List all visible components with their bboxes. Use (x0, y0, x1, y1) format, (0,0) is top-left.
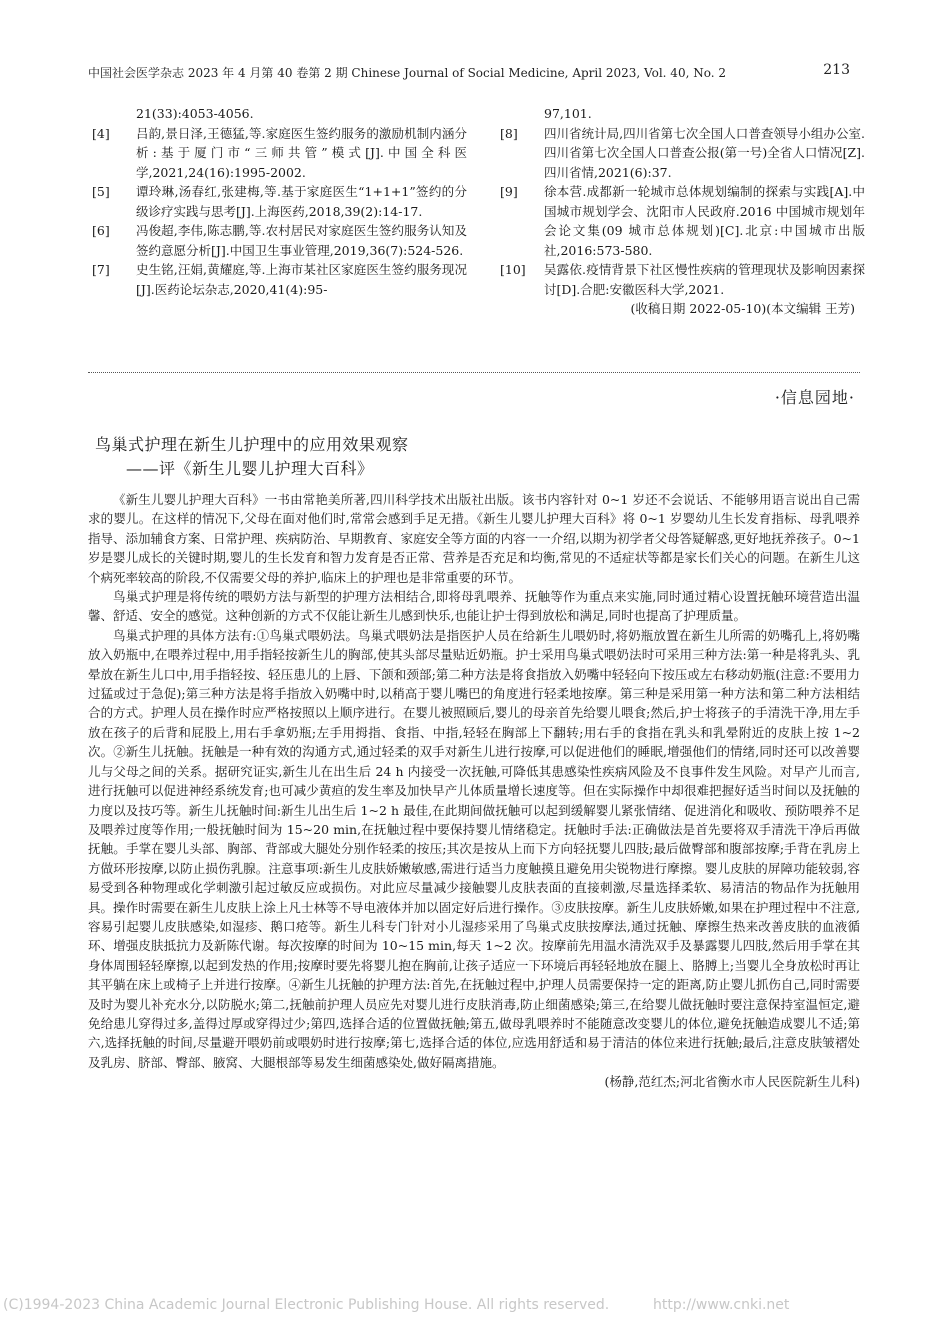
running-header (88, 64, 858, 81)
reference-number: [8] (500, 125, 518, 141)
references-left-column (92, 104, 467, 299)
page-number: 213 (823, 62, 850, 78)
copyright-notice: (C)1994-2023 China Academic Journal Electronic Publishing House. All rights reserved. (3, 1297, 610, 1313)
reference-item (92, 221, 467, 260)
reference-item (500, 182, 865, 260)
reference-number: [4] (92, 125, 110, 141)
reference-number: [10] (500, 262, 526, 277)
section-divider (88, 372, 860, 373)
reference-text: 史生铭,汪娟,黄耀庭,等.上海市某社区家庭医生签约服务现况[J].医药论坛杂志,2020,41(4):95- (136, 262, 467, 297)
reference-item (500, 124, 865, 183)
section-tag: ·信息园地· (774, 388, 855, 407)
article-body (88, 490, 860, 1092)
reference-text: 徐本营.成都新一轮城市总体规划编制的探索与实践[A].中国城市规划学会、沈阳市人民政府.2016 中国城市规划年会论文集(09 城市总体规划)[C].北京:中国城市出版社,2016:573-580. (544, 184, 865, 258)
reference-number: [5] (92, 184, 110, 199)
footer-url[interactable]: http://www.cnki.net (653, 1297, 790, 1313)
article-subtitle: ——评《新生儿婴儿护理大百科》 (126, 459, 374, 478)
received-date-note: (收稿日期 2022-05-10)(本文编辑 王芳) (630, 301, 855, 316)
reference-text: 四川省统计局,四川省第七次全国人口普查领导小组办公室.四川省第七次全国人口普查公报(第一号)全省人口情况[Z].四川省情,2021(6):37. (544, 125, 865, 180)
article-title: 鸟巢式护理在新生儿护理中的应用效果观察 (95, 435, 409, 454)
reference-number: [9] (500, 184, 518, 199)
reference-text: 吕韵,景日泽,王德猛,等.家庭医生签约服务的激励机制内涵分析:基于厦门市“三师共管”模式[J].中国全科医学,2021,24(16):1995-2002. (136, 125, 467, 180)
reference-text: 冯俊超,李伟,陈志鹏,等.农村居民对家庭医生签约服务认知及签约意愿分析[J].中国卫生事业管理,2019,36(7):524-526. (136, 223, 467, 258)
reference-number: [6] (92, 223, 110, 238)
reference-text: 21(33):4053-4056. (136, 106, 254, 121)
body-paragraph: 鸟巢式护理是将传统的喂奶方法与新型的护理方法相结合,即将母乳喂养、抚触等作为重点来实施,同时通过精心设置抚触环境营造出温馨、舒适、安全的感觉。这种创新的方式不仅能让新生儿感到快乐,也能让护士得到放松和满足,同时也提高了护理质量。 (88, 589, 860, 624)
body-paragraph: 鸟巢式护理的具体方法有:①鸟巢式喂奶法。鸟巢式喂奶法是指医护人员在给新生儿喂奶时,将奶瓶放置在新生儿所需的奶嘴孔上,将奶嘴放入奶瓶中,在喂养过程中,用手指轻按新生儿的胸部,使其头部尽量贴近奶瓶。护士采用鸟巢式喂奶法时可采用三种方法:第一种是将乳头、乳晕放在新生儿口中,用手指轻按、轻压患儿的上唇、下颌和颈部;第二种方法是将食指放入奶嘴中轻轻向下按压或左右移动奶瓶(注意:不要用力过猛或过于急促);第三种方法是将手指放入奶嘴中时,以稍高于婴儿嘴巴的角度进行轻柔地按摩。第三种是采用第一种方法和第二种方法相结合的方式。护理人员在操作时应严格按照以上顺序进行。在婴儿被照顾后,婴儿的母亲首先给婴儿喂食;然后,护士将孩子的手清洗干净,用左手放在孩子的后背和屁股上,用右手拿奶瓶;左手用拇指、食指、中指,轻轻在胸部上下翻转;用右手的食指在乳头和乳晕附近的皮肤上按 1~2 次。②新生儿抚触。抚触是一种有效的沟通方式,通过轻柔的双手对新生儿进行按摩,可以促进他们的睡眠,增强他们的情绪,同时还可以改善婴儿与父母之间的关系。据研究证实,新生儿在出生后 24 h 内接受一次抚触,可降低其患感染性疾病风险及不良事件发生风险。对早产儿而言,进行抚触可以促进神经系统发育;也可减少黄疸的发生率及加快早产儿体质量增长速度等。但在实际操作中却很难把握好适当时间以及抚触的力度以及技巧等。新生儿抚触时间:新生儿出生后 1~2 h 最佳,在此期间做抚触可以起到缓解婴儿紧张情绪、促进消化和吸收、预防喂养不足及喂养过度等作用;一般抚触时间为 15~20 min,在抚触过程中要保持婴儿情绪稳定。抚触时手法:正确做法是首先要将双手清洗干净后再做抚触。手掌在婴儿头部、胸部、背部或大腿处分别作轻柔的按压;其次是按从上而下方向轻抚婴儿四肢;最后做臀部和腹部按摩;手背在乳房上方做环形按摩,以防止损伤乳腺。注意事项:新生儿皮肤娇嫩敏感,需进行适当力度触摸且避免用尖锐物进行摩擦。婴儿皮肤的屏障功能较弱,容易受到各种物理或化学刺激引起过敏反应或损伤。对此应尽量减少接触婴儿皮肤表面的直接刺激,尽量选择柔软、易清洁的物品作为抚触用具。操作时需要在新生儿皮肤上涂上凡士林等不导电液体并加以固定好后进行操作。③皮肤按摩。新生儿皮肤娇嫩,如果在护理过程中不注意,容易引起婴儿皮肤感染,如湿疹、鹅口疮等。新生儿科专门针对小儿湿疹采用了鸟巢式皮肤按摩法,通过抚触、摩擦生热来改善皮肤的血液循环、增强皮肤抵抗力及新陈代谢。每次按摩的时间为 10~15 min,每天 1~2 次。按摩前先用温水清洗双手及暴露婴儿四肢,然后用手掌在其身体周围轻轻摩擦,以起到发热的作用;按摩时要先将婴儿抱在胸前,让孩子适应一下环境后再轻轻地放在腿上、胳膊上;当婴儿全身放松时再让其平躺在床上或椅子上并进行按摩。④新生儿抚触的护理方法:首先,在抚触过程中,护理人员需要保持一定的距离,防止婴儿抓伤自己,同时需要及时为婴儿补充水分,以防脱水;第二,抚触前护理人员应先对婴儿进行皮肤消毒,防止细菌感染;第三,在给婴儿做抚触时要注意保持室温恒定,避免给患儿穿得过多,盖得过厚或穿得过少;第四,选择合适的位置做抚触;第五,做母乳喂养时不能随意改变婴儿的体位,避免抚触造成婴儿不适;第六,选择抚触的时间,尽量避开喂奶前或喂奶时进行按摩;第七,选择合适的体位,应选用舒适和易于清洁的体位来进行抚触;最后,注意皮肤皱褶处及乳房、脐部、臀部、腋窝、大腿根部等易发生细菌感染处,做好隔离措施。 (88, 627, 860, 1070)
reference-item (500, 104, 865, 124)
running-head-text: 中国社会医学杂志 2023 年 4 月第 40 卷第 2 期 Chinese Journal of Social Medicine, April 2023, Vol. 40, No. 2 (88, 66, 726, 80)
reference-item (500, 260, 865, 299)
reference-item (92, 182, 467, 221)
reference-text: 谭玲琳,汤春红,张建梅,等.基于家庭医生“1+1+1”签约的分级诊疗实践与思考[J].上海医药,2018,39(2):14-17. (136, 184, 467, 219)
reference-item (92, 260, 467, 299)
reference-item (92, 124, 467, 183)
reference-item (92, 104, 467, 124)
reference-text: 吴露依.疫情背景下社区慢性疾病的管理现状及影响因素探讨[D].合肥:安徽医科大学,2021. (544, 262, 865, 297)
reference-text: 97,101. (544, 106, 592, 121)
author-byline: (杨静,范红杰;河北省衡水市人民医院新生儿科) (604, 1074, 860, 1090)
body-paragraph: 《新生儿婴儿护理大百科》一书由常艳美所著,四川科学技术出版社出版。该书内容针对 0~1 岁还不会说话、不能够用语言说出自己需求的婴儿。在这样的情况下,父母在面对他们时,常常会感到手足无措。《新生儿婴儿护理大百科》将 0~1 岁婴幼儿生长发育指标、母乳喂养指导、添加辅食方案、日常护理、疾病防治、早期教育、家庭安全等方面的内容一一介绍,以期为初学者父母答疑解惑,更好地抚养孩子。0~1 岁是婴儿成长的关键时期,婴儿的生长发育和智力发育是否正常、营养是否充足和均衡,常见的不适症状等都是家长们关心的问题。在新生儿这个病死率较高的阶段,不仅需要父母的养护,临床上的护理也是非常重要的环节。 (88, 492, 860, 585)
reference-number: [7] (92, 262, 110, 277)
references-right-column (500, 104, 865, 319)
